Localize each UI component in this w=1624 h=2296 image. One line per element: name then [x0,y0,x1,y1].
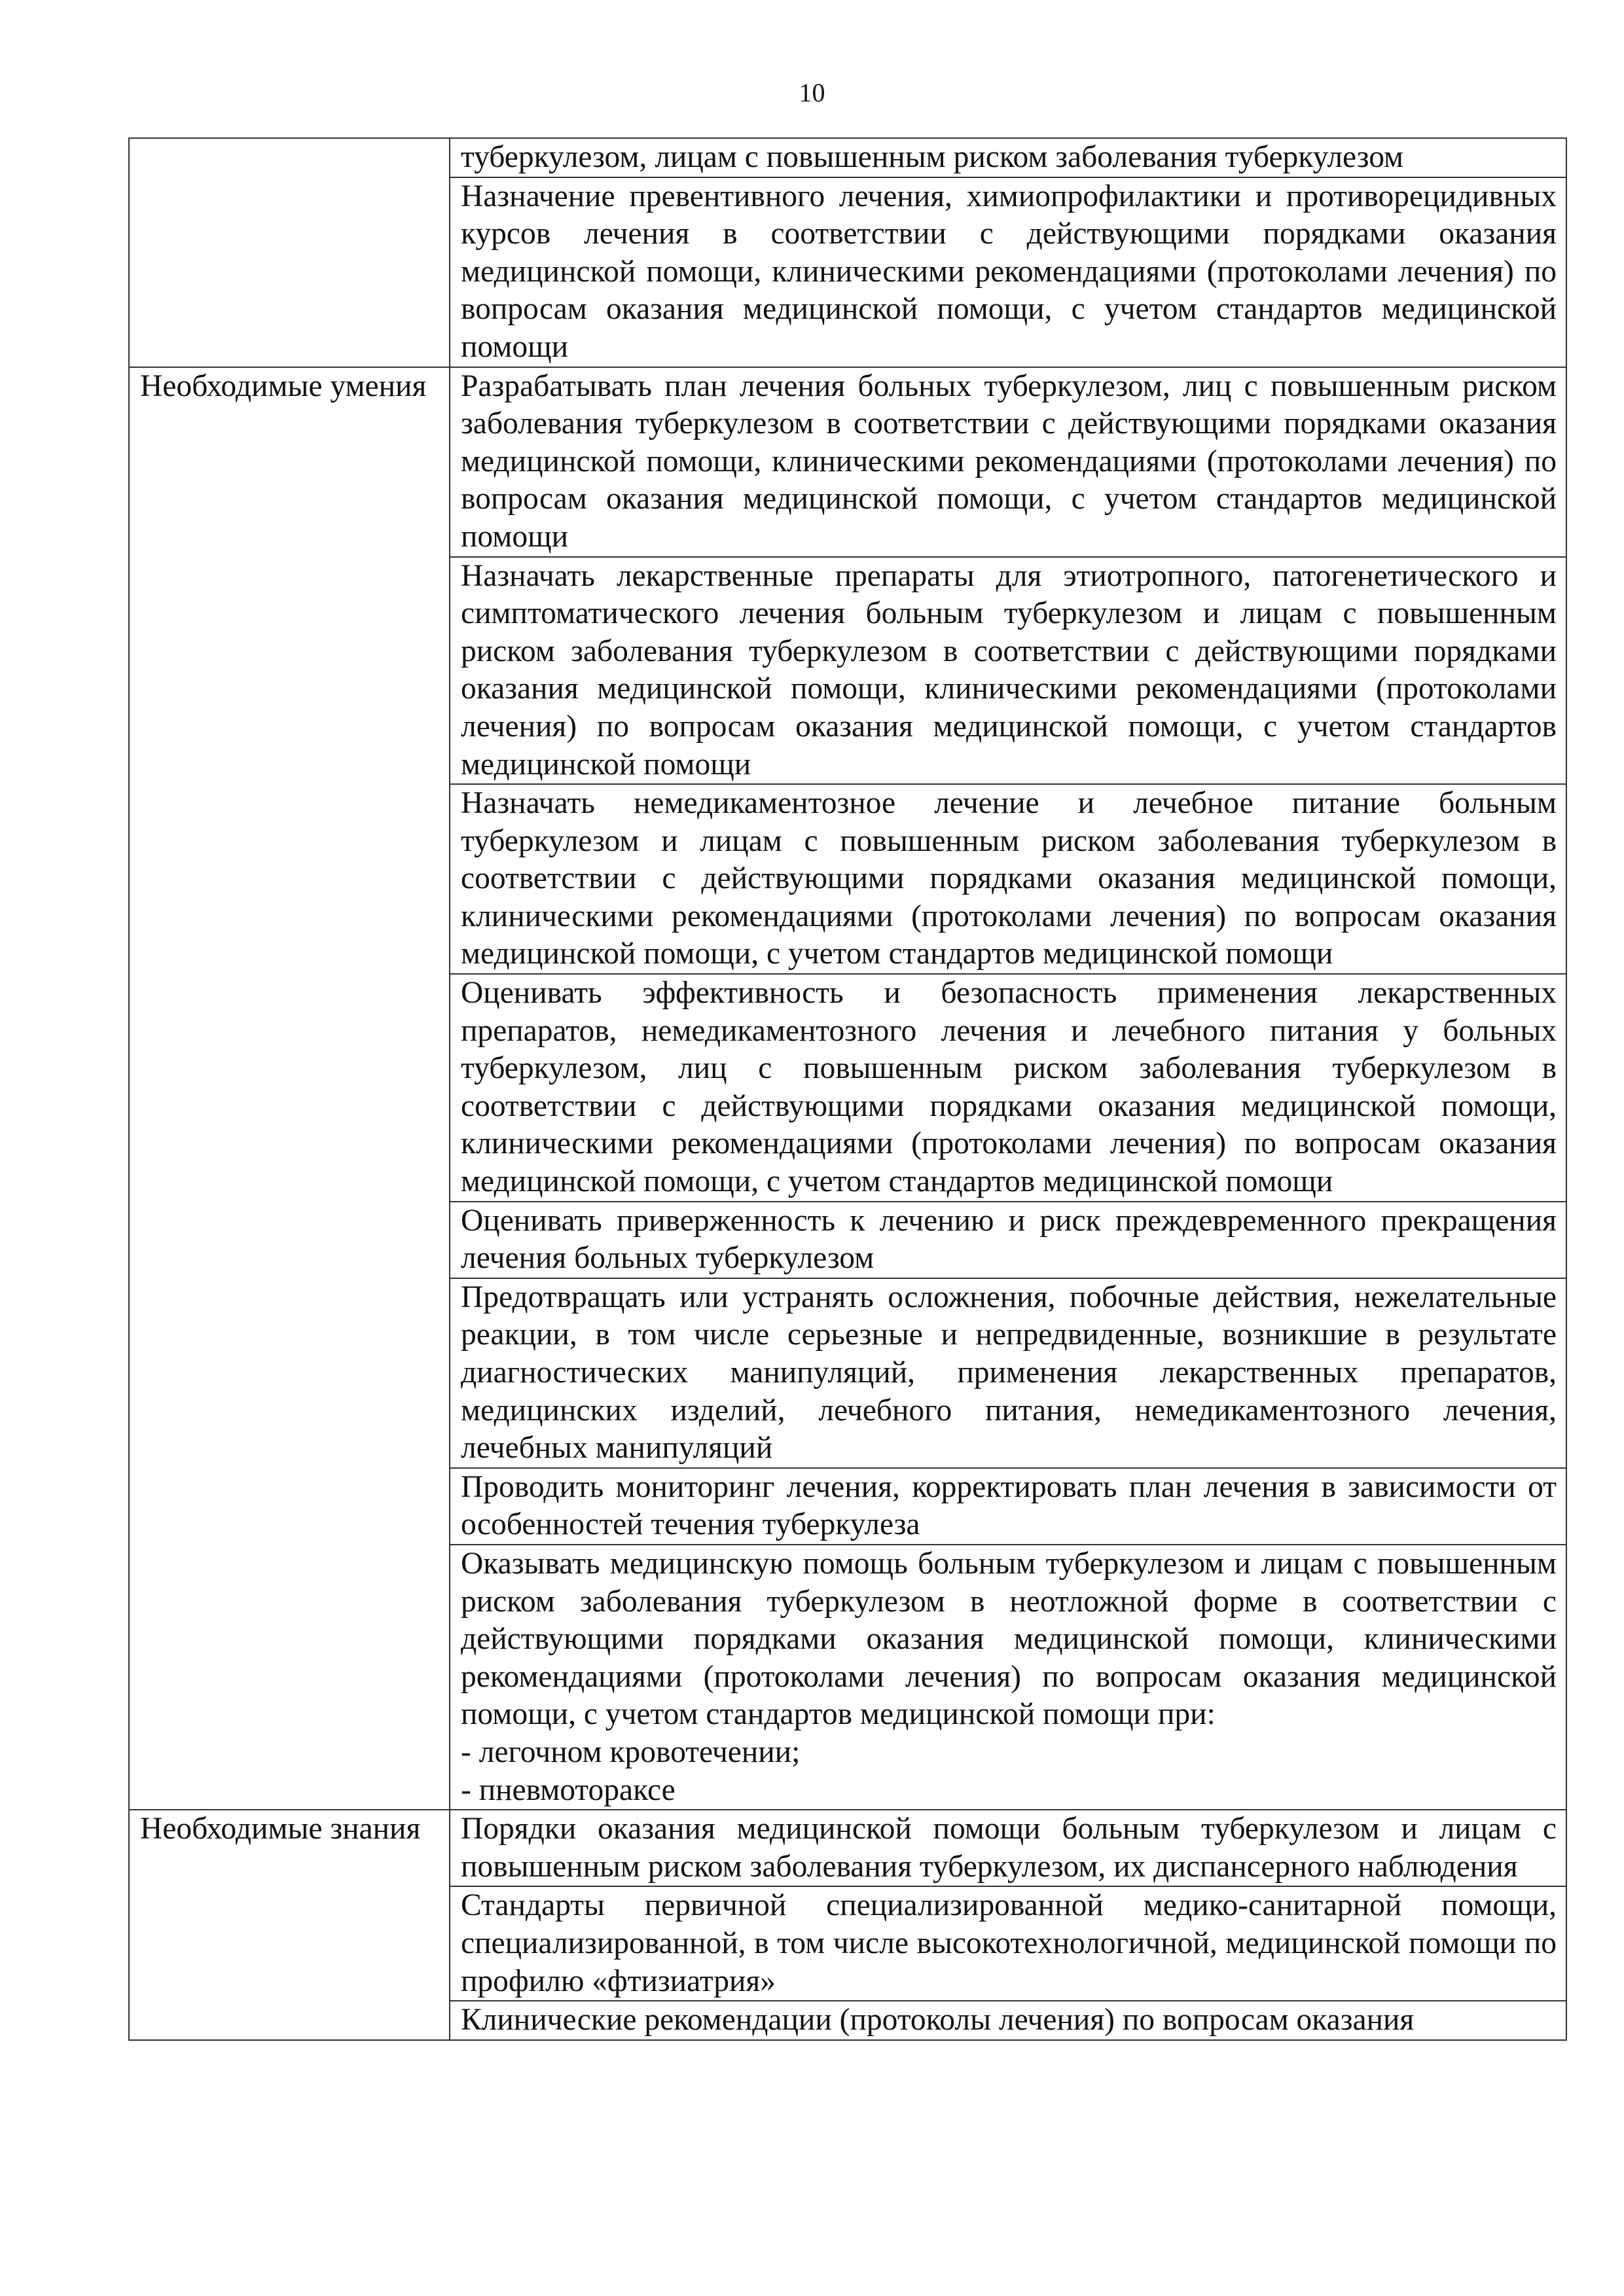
row-text: Назначать немедикаментозное лечение и лечебное питание больным туберкулезом и лицам с повышенным риском заболевания туберкулезом в соответствии с действующими порядками оказания медицинской помощи, клиническими рекомендациями (протоколами лечения) по вопросам оказания медицинской помощи, с учетом стандартов медицинской помощи [450,784,1566,974]
table-row [129,367,1566,557]
competency-table [128,137,1567,2041]
row-label [129,138,450,367]
row-text: Стандарты первичной специализированной медико-санитарной помощи, специализированной, в том числе высокотехнологичной, медицинской помощи по профилю «фтизиатрия» [450,1886,1566,2001]
row-text: туберкулезом, лицам с повышенным риском заболевания туберкулезом [450,138,1566,177]
row-text: Проводить мониторинг лечения, корректировать план лечения в зависимости от особенностей течения туберкулеза [450,1468,1566,1545]
row-text: Клинические рекомендации (протоколы лечения) по вопросам оказания [450,2001,1566,2040]
row-text: Оценивать эффективность и безопасность применения лекарственных препаратов, немедикаментозного лечения и лечебного питания у больных туберкулезом, лиц с повышенным риском заболевания туберкулезом в соответствии с действующими порядками оказания медицинской помощи, клиническими рекомендациями (протоколами лечения) по вопросам оказания медицинской помощи, с учетом стандартов медицинской помощи [450,974,1566,1202]
row-label-skills: Необходимые умения [129,367,450,1810]
list-item: - пневмотораксе [461,1772,676,1807]
row-text: Предотвращать или устранять осложнения, побочные действия, нежелательные реакции, в том числе серьезные и непредвиденные, возникшие в результате диагностических манипуляций, применения лекарственных препаратов, медицинских изделий, лечебного питания, немедикаментозного лечения, лечебных манипуляций [450,1278,1566,1468]
row-text: Порядки оказания медицинской помощи больным туберкулезом и лицам с повышенным риском заболевания туберкулезом, их диспансерного наблюдения [450,1810,1566,1886]
row-text: Назначать лекарственные препараты для этиотропного, патогенетического и симптоматического лечения больным туберкулезом и лицам с повышенным риском заболевания туберкулезом в соответствии с действующими порядками оказания медицинской помощи, клиническими рекомендациями (протоколами лечения) по вопросам оказания медицинской помощи, с учетом стандартов медицинской помощи [450,557,1566,785]
table-row [129,1810,1566,1886]
table-row [129,138,1566,177]
page-number: 10 [799,78,825,107]
row-text: Оказывать медицинскую помощь больным туберкулезом и лицам с повышенным риском заболевания туберкулезом в неотложной форме в соответствии с действующими порядками оказания медицинской помощи, клиническими рекомендациями (протоколами лечения) по вопросам оказания медицинской помощи, с учетом стандартов медицинской помощи при: [461,1546,1557,1732]
row-text: Оценивать приверженность к лечению и риск преждевременного прекращения лечения больных туберкулезом [450,1202,1566,1278]
row-text: Разрабатывать план лечения больных туберкулезом, лиц с повышенным риском заболевания туберкулезом в соответствии с действующими порядками оказания медицинской помощи, клиническими рекомендациями (протоколами лечения) по вопросам оказания медицинской помощи, с учетом стандартов медицинской помощи [450,367,1566,557]
row-label-knowledge: Необходимые знания [129,1810,450,2040]
row-text: Назначение превентивного лечения, химиопрофилактики и противорецидивных курсов лечения в соответствии с действующими порядками оказания медицинской помощи, клиническими рекомендациями (протоколами лечения) по вопросам оказания медицинской помощи, с учетом стандартов медицинской помощи [450,177,1566,367]
row-cell-emergency [450,1545,1566,1810]
list-item: - легочном кровотечении; [461,1734,801,1769]
